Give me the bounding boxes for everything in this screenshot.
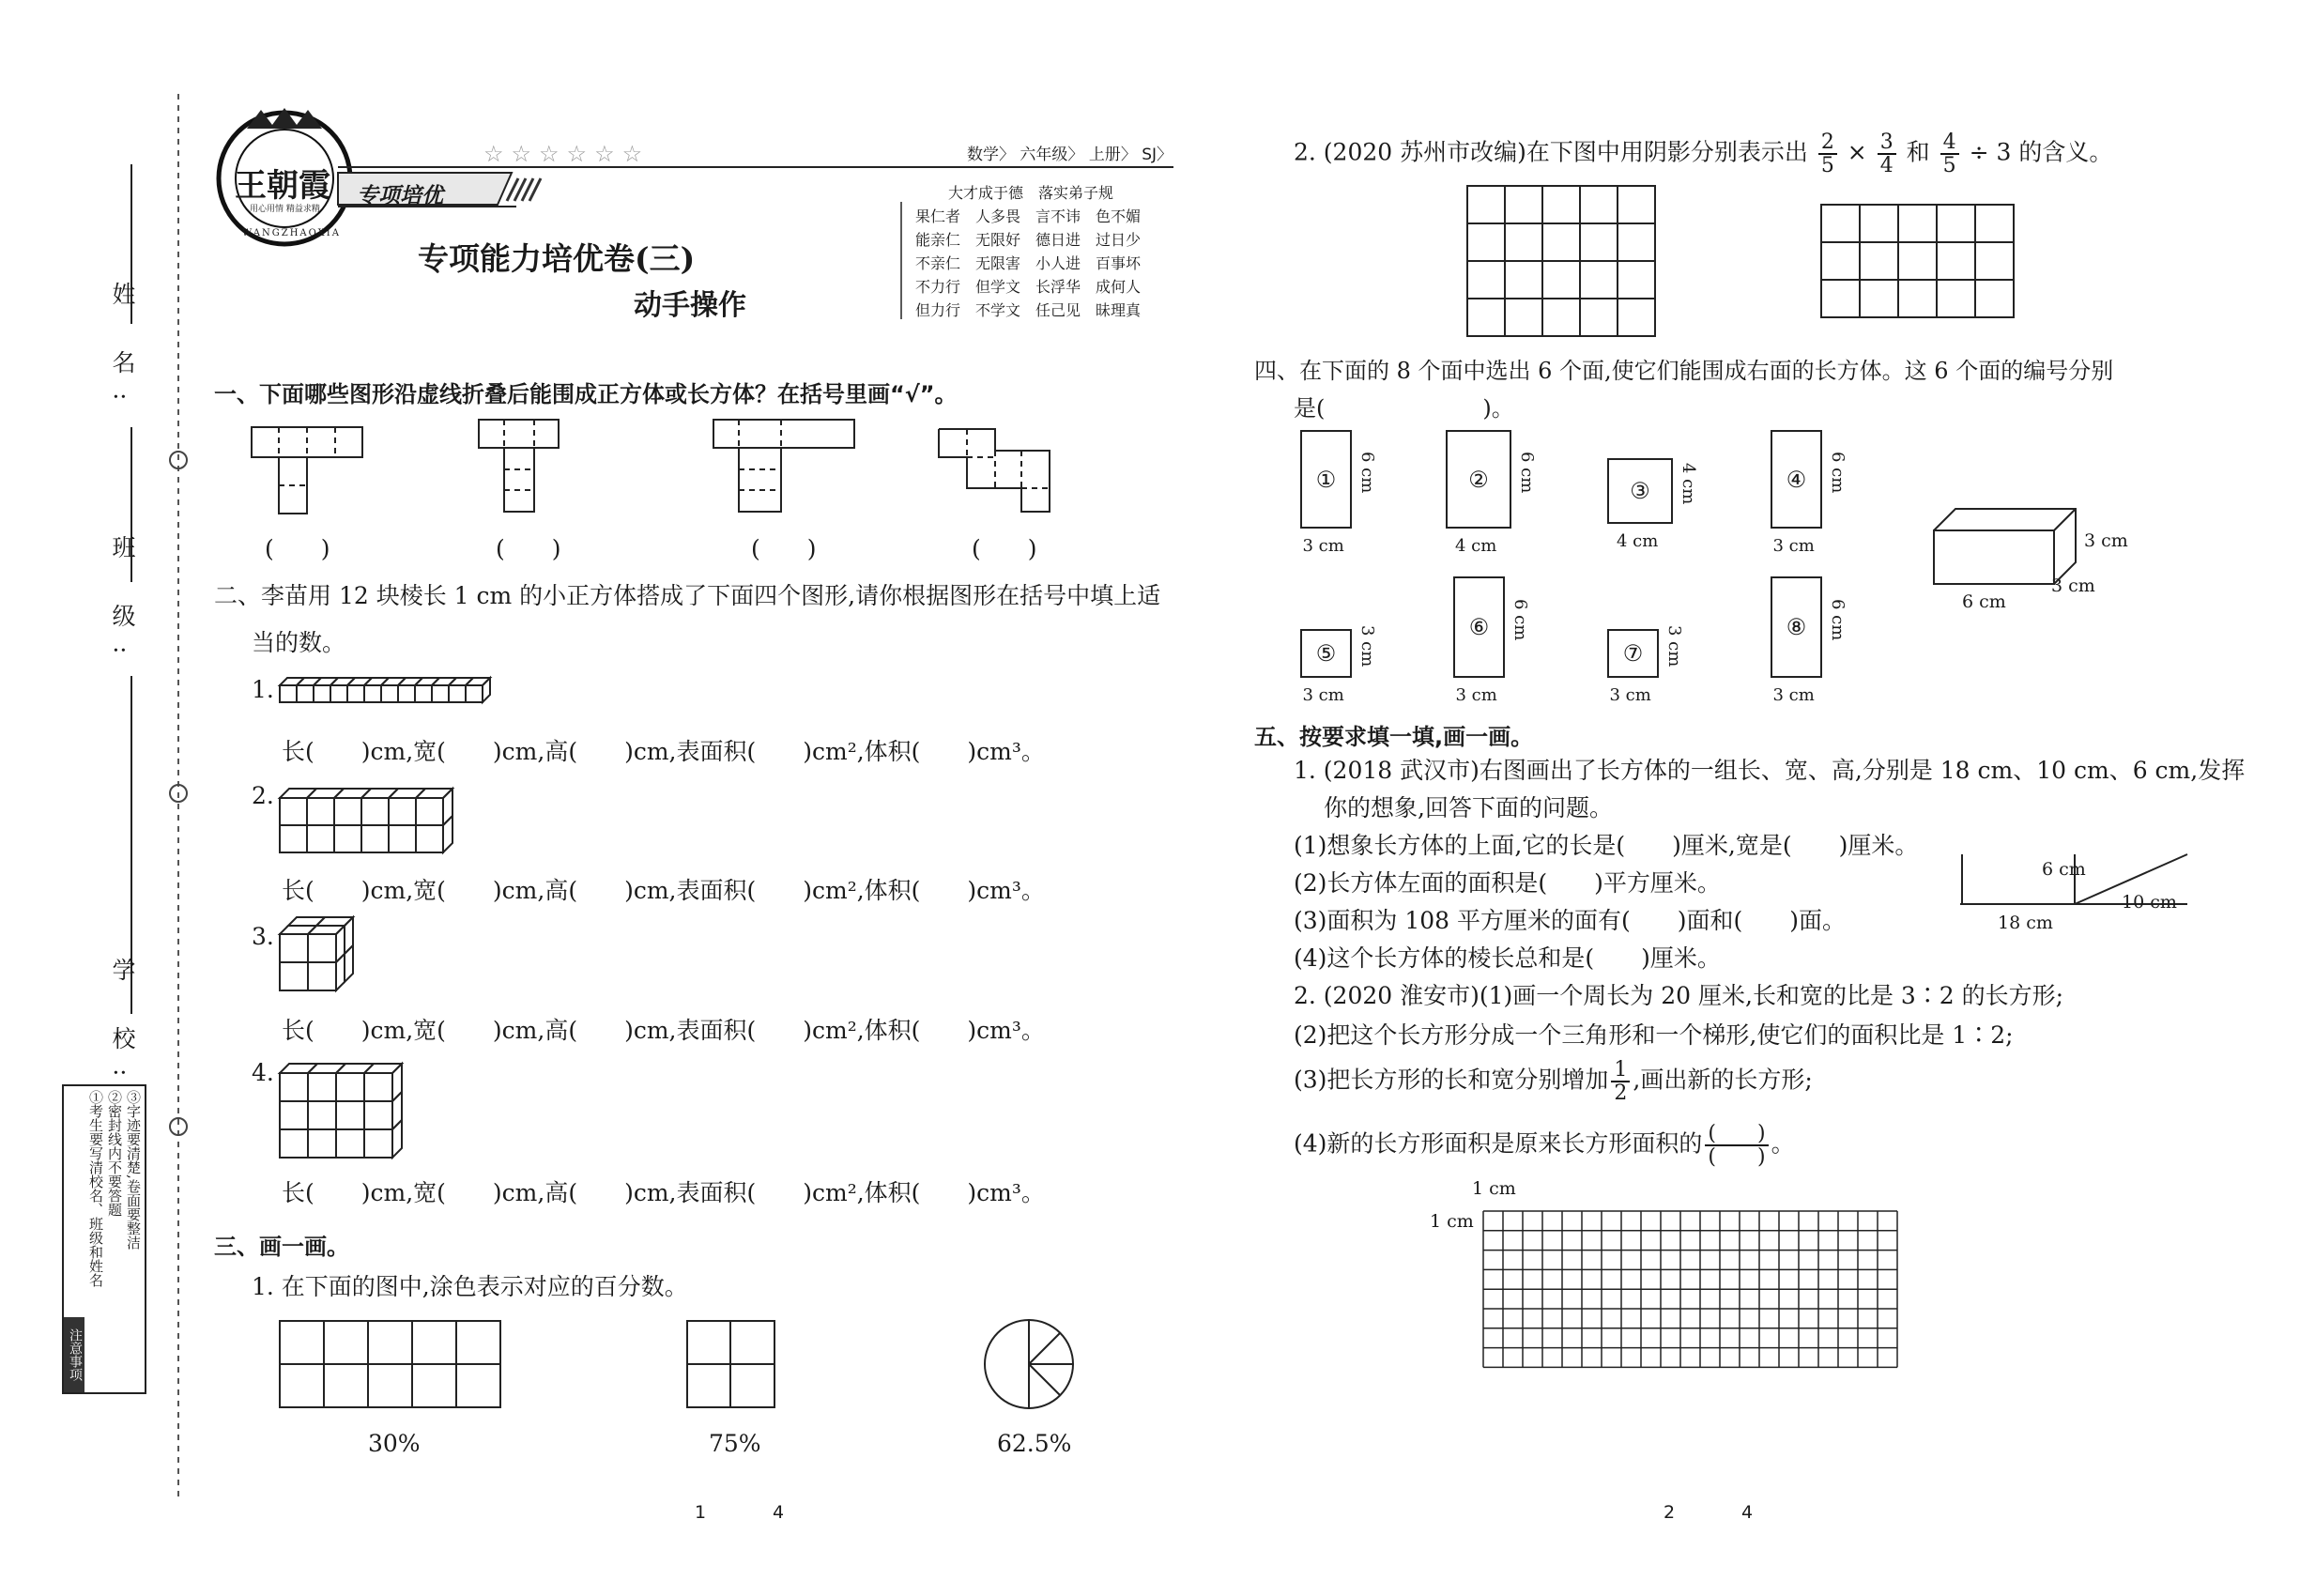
face-height: 6 cm [1357, 451, 1377, 493]
q2-item-1: 1. [252, 676, 274, 703]
q5-line: (2)把这个长方形分成一个三角形和一个梯形,使它们的面积比是 1∶2; [1294, 1021, 2014, 1049]
q2-fill-2[interactable]: 长( )cm,宽( )cm,高( )cm,表面积( )cm²,体积( )cm³。 [282, 877, 1045, 904]
page-number: 2 [1664, 1502, 1676, 1523]
face-height: 6 cm [1510, 599, 1530, 641]
q5-l10-pre: (4)新的长方形面积是原来长方形面积的 [1294, 1129, 1703, 1158]
q4-label2: 是( )。 [1294, 395, 1514, 422]
q4-label: 四、在下面的 8 个面中选出 6 个面,使它们能围成右面的长方体。这 6 个面的编号分别 [1254, 358, 2114, 384]
face-number: ③ [1630, 478, 1650, 504]
q5-l9-pre: (3)把长方形的长和宽分别增加 [1294, 1066, 1609, 1094]
q5-label: 五、按要求填一填,画一画。 [1254, 724, 1534, 750]
fraction: $\frac{3}{4}$ [1878, 131, 1896, 176]
q1-label: 一、下面哪些图形沿虚线折叠后能围成正方体或长方体？在括号里画“√”。 [214, 381, 958, 407]
q5-line: 2. (2020 淮安市)(1)画一个周长为 20 厘米,长和宽的比是 3∶2 的长方形; [1294, 982, 2064, 1009]
face-height: 3 cm [1357, 625, 1377, 668]
brand-small: 用心用情 精益求精 [250, 205, 320, 214]
q5-l9-post: ,画出新的长方形; [1633, 1066, 1813, 1094]
q5-line[interactable]: (1)想象长方体的上面,它的长是( )厘米,宽是( )厘米。 [1294, 832, 1919, 859]
face-height: 6 cm [1517, 451, 1537, 493]
fraction: $\frac{1}{2}$ [1611, 1059, 1630, 1104]
q5-l10-post: 。 [1771, 1129, 1795, 1158]
header-stars: ☆☆☆☆☆☆ [483, 141, 651, 167]
face-height: 4 cm [1679, 463, 1698, 505]
motto-line: 果仁者 人多畏 言不讳 色不媚 [915, 207, 1142, 225]
page-total: 4 [1741, 1502, 1754, 1523]
notice-title: 注意事项 [64, 1317, 84, 1392]
face-number: ⑦ [1622, 640, 1644, 667]
term: 上册 [1088, 146, 1121, 164]
face-number: ⑧ [1786, 614, 1807, 640]
notice-item: ③字迹要清楚,卷面要整洁 [125, 1090, 142, 1250]
face-width: 4 cm [1455, 536, 1497, 556]
face-width: 4 cm [1617, 531, 1659, 551]
page-title: 专项能力培优卷(三) [418, 240, 696, 277]
face-width: 3 cm [1772, 536, 1815, 556]
brand-ring-text: WANGZHAOXIA [242, 228, 341, 238]
q1-blank[interactable]: ( ) [751, 535, 817, 562]
dim-length: 18 cm [1998, 913, 2053, 933]
and-word: 和 [1906, 138, 1930, 166]
face-number: ④ [1786, 466, 1807, 493]
q1-blank[interactable]: ( ) [496, 535, 561, 562]
q1-blank[interactable]: ( ) [972, 535, 1037, 562]
face-width: 3 cm [1772, 685, 1815, 705]
q2-fill-1[interactable]: 长( )cm,宽( )cm,高( )cm,表面积( )cm²,体积( )cm³。 [282, 738, 1045, 765]
q1-blank[interactable]: ( ) [265, 535, 330, 562]
name-label: 姓 名: [109, 282, 136, 420]
q2-item-2: 2. [252, 782, 274, 809]
badge: 专项培优 [357, 184, 443, 208]
motto-line: 不力行 但学文 长浮华 成何人 [915, 278, 1142, 296]
q3-label: 三、画一画。 [214, 1234, 349, 1260]
face-number: ⑤ [1315, 640, 1337, 667]
school-label: 学 校: [109, 958, 136, 1096]
fraction: $\frac{2}{5}$ [1818, 131, 1837, 176]
face-width: 3 cm [1455, 685, 1497, 705]
cuboid-depth: 3 cm [2051, 575, 2095, 596]
motto-head: 大才成于德 落实弟子规 [948, 184, 1114, 202]
q5-line: 1. (2018 武汉市)右图画出了长方体的一组长、宽、高,分别是 18 cm、10 cm、6 cm,发挥 [1294, 757, 2246, 784]
fraction: $\frac{4}{5}$ [1940, 131, 1959, 176]
edition: SJ [1142, 146, 1158, 164]
percent-label: 75% [709, 1430, 761, 1457]
class-label: 班 级: [109, 535, 136, 673]
fraction-blank[interactable]: $\frac{( )}{( )}$ [1705, 1123, 1768, 1168]
q5-line[interactable]: (4)这个长方体的棱长总和是( )厘米。 [1294, 944, 1721, 972]
grid-unit-x: 1 cm [1472, 1178, 1516, 1199]
cuboid-height: 3 cm [2084, 530, 2128, 551]
motto-line: 不亲仁 无限害 小人进 百事坏 [915, 254, 1142, 272]
grade: 六年级 [1020, 146, 1068, 164]
face-width: 3 cm [1302, 685, 1344, 705]
q2-fill-4[interactable]: 长( )cm,宽( )cm,高( )cm,表面积( )cm²,体积( )cm³。 [282, 1179, 1045, 1206]
dim-width: 10 cm [2122, 892, 2177, 913]
page-subtitle: 动手操作 [634, 289, 746, 322]
q3b-pre: 2. (2020 苏州市改编)在下图中用阴影分别表示出 [1294, 138, 1808, 166]
face-height: 6 cm [1828, 599, 1848, 641]
dim-height: 6 cm [2042, 859, 2086, 880]
face-width: 3 cm [1609, 685, 1651, 705]
grid-unit-y: 1 cm [1430, 1211, 1474, 1232]
q2-label2: 当的数。 [252, 629, 346, 656]
times-sign: × [1847, 138, 1867, 166]
face-height: 6 cm [1828, 451, 1848, 493]
q2-item-3: 3. [252, 923, 274, 950]
notice-item: ①考生要写清校名、班级和姓名 [87, 1090, 104, 1287]
brand-name: 王朝霞 [235, 167, 330, 205]
face-number: ⑥ [1468, 614, 1490, 640]
face-width: 3 cm [1302, 536, 1344, 556]
face-number: ② [1468, 466, 1489, 493]
face-height: 3 cm [1664, 625, 1684, 668]
q5-line[interactable]: (3)面积为 108 平方厘米的面有( )面和( )面。 [1294, 907, 1847, 934]
subject: 数学 [967, 146, 999, 164]
percent-label: 30% [368, 1430, 421, 1457]
q5-line: 你的想象,回答下面的问题。 [1324, 794, 1613, 821]
q2-item-4: 4. [252, 1059, 274, 1086]
q5-line[interactable]: (2)长方体左面的面积是( )平方厘米。 [1294, 869, 1721, 897]
motto-line: 但力行 不学文 任己见 昧理真 [915, 301, 1142, 319]
notice-item: ②密封线内不要答题 [106, 1090, 123, 1217]
motto-line: 能亲仁 无限好 德日进 过日少 [915, 231, 1142, 249]
q3b-post: ÷ 3 的含义。 [1969, 138, 2113, 166]
face-number: ① [1315, 466, 1337, 493]
page-total: 4 [773, 1502, 785, 1523]
q2-fill-3[interactable]: 长( )cm,宽( )cm,高( )cm,表面积( )cm²,体积( )cm³。 [282, 1017, 1045, 1044]
q2-label: 二、李苗用 12 块棱长 1 cm 的小正方体搭成了下面四个图形,请你根据图形在括号中填上适 [214, 582, 1161, 609]
q3-sub: 1. 在下面的图中,涂色表示对应的百分数。 [252, 1273, 688, 1300]
page-number: 1 [695, 1502, 707, 1523]
header-meta: 数学〉 六年级〉 上册〉 SJ〉 [967, 146, 1173, 164]
cuboid-length: 6 cm [1962, 591, 2006, 612]
percent-label: 62.5% [997, 1430, 1072, 1457]
